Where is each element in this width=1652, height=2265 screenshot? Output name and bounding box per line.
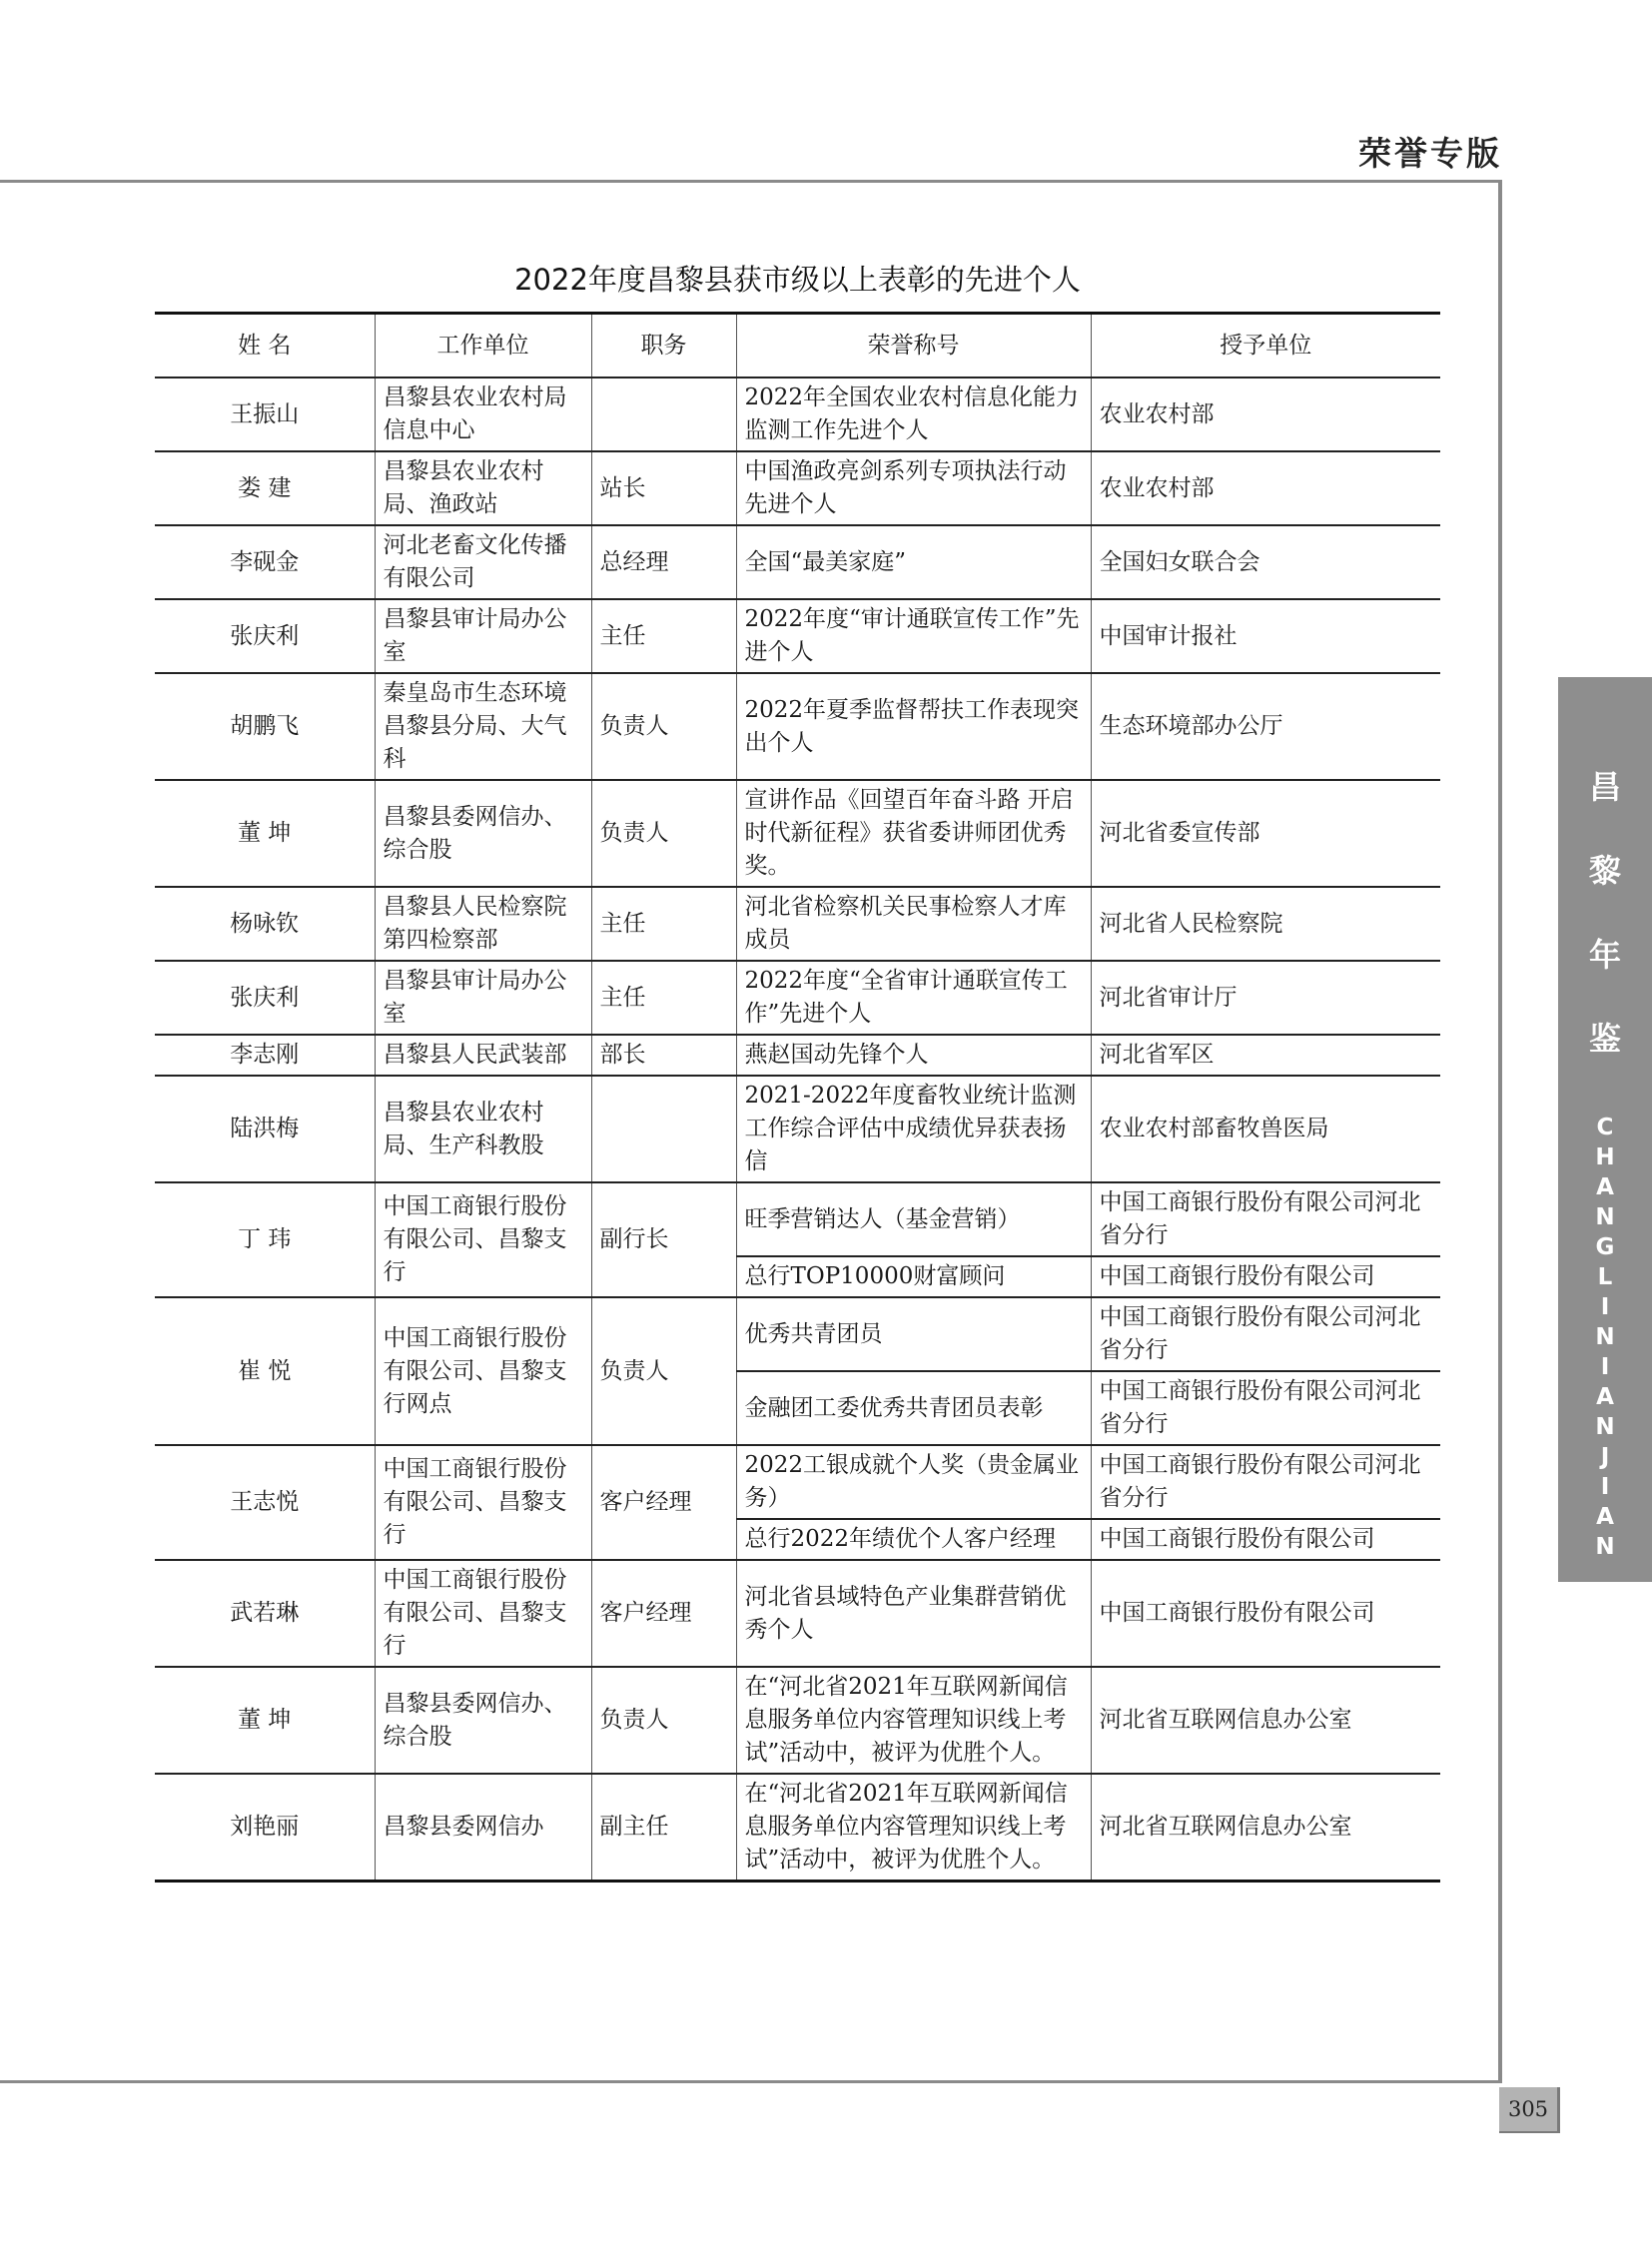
table-row — [155, 887, 1440, 961]
honor-title-cell: 2022年度“审计通联宣传工作”先进个人 — [736, 599, 1091, 673]
honor-title-cell: 金融团工委优秀共青团员表彰 — [736, 1371, 1091, 1445]
name-cell: 胡鹏飞 — [155, 673, 375, 780]
honor-title-cell: 全国“最美家庭” — [736, 525, 1091, 599]
yearbook-title-en — [1595, 1113, 1614, 1562]
table-body — [155, 378, 1440, 1882]
honor-title-cell: 2022工银成就个人奖（贵金属业务） — [736, 1445, 1091, 1519]
name-cell: 崔 悦 — [155, 1297, 375, 1445]
honors-table — [155, 312, 1440, 1883]
name-cell: 武若琳 — [155, 1560, 375, 1667]
position-cell: 负责人 — [591, 1297, 736, 1445]
table-row — [155, 599, 1440, 673]
unit-cell: 中国工商银行股份有限公司、昌黎支行网点 — [375, 1297, 591, 1445]
side-en-letter: N — [1595, 1534, 1615, 1560]
grantor-cell: 河北省委宣传部 — [1091, 780, 1440, 887]
yearbook-title-cn — [1589, 767, 1621, 1103]
unit-cell: 中国工商银行股份有限公司、昌黎支行 — [375, 1445, 591, 1560]
side-en-letter: I — [1600, 1354, 1610, 1380]
position-cell: 主任 — [591, 961, 736, 1035]
name-cell: 刘艳丽 — [155, 1774, 375, 1882]
grantor-cell: 生态环境部办公厅 — [1091, 673, 1440, 780]
honor-title-cell: 河北省检察机关民事检察人才库成员 — [736, 887, 1091, 961]
honor-title-cell: 总行2022年绩优个人客户经理 — [736, 1519, 1091, 1560]
grantor-cell: 农业农村部 — [1091, 378, 1440, 451]
name-cell: 张庆利 — [155, 599, 375, 673]
name-cell: 丁 玮 — [155, 1182, 375, 1297]
name-cell: 陆洪梅 — [155, 1076, 375, 1182]
grantor-cell: 中国工商银行股份有限公司 — [1091, 1519, 1440, 1560]
position-cell: 部长 — [591, 1035, 736, 1076]
table-row — [155, 1076, 1440, 1182]
table-row — [155, 1035, 1440, 1076]
column-header-position: 职务 — [591, 314, 736, 378]
name-cell: 娄 建 — [155, 451, 375, 525]
table-row — [155, 1560, 1440, 1667]
position-cell: 副行长 — [591, 1182, 736, 1297]
table-row — [155, 451, 1440, 525]
name-cell: 董 坤 — [155, 780, 375, 887]
unit-cell: 中国工商银行股份有限公司、昌黎支行 — [375, 1182, 591, 1297]
position-cell: 副主任 — [591, 1774, 736, 1882]
name-cell: 李志刚 — [155, 1035, 375, 1076]
side-en-letter: L — [1597, 1264, 1613, 1290]
unit-cell: 昌黎县审计局办公室 — [375, 599, 591, 673]
unit-cell: 昌黎县审计局办公室 — [375, 961, 591, 1035]
honor-title-cell: 旺季营销达人（基金营销） — [736, 1182, 1091, 1256]
unit-cell: 秦皇岛市生态环境昌黎县分局、大气科 — [375, 673, 591, 780]
unit-cell: 昌黎县委网信办、综合股 — [375, 780, 591, 887]
grantor-cell: 河北省人民检察院 — [1091, 887, 1440, 961]
name-cell: 王志悦 — [155, 1445, 375, 1560]
table-row — [155, 378, 1440, 451]
grantor-cell: 中国工商银行股份有限公司河北省分行 — [1091, 1182, 1440, 1256]
frame-top-rule — [0, 180, 1502, 183]
honor-title-cell: 总行TOP10000财富顾问 — [736, 1256, 1091, 1297]
grantor-cell: 中国工商银行股份有限公司 — [1091, 1560, 1440, 1667]
name-cell: 王振山 — [155, 378, 375, 451]
side-en-letter: A — [1596, 1174, 1614, 1200]
side-en-letter: A — [1596, 1504, 1614, 1530]
unit-cell: 昌黎县农业农村局、渔政站 — [375, 451, 591, 525]
frame-bottom-rule — [0, 2080, 1502, 2083]
side-en-letter: I — [1600, 1474, 1610, 1500]
honor-title-cell: 2021-2022年度畜牧业统计监测工作综合评估中成绩优异获表扬信 — [736, 1076, 1091, 1182]
table-title: 2022年度昌黎县获市级以上表彰的先进个人 — [514, 263, 1081, 297]
honor-title-cell: 燕赵国动先锋个人 — [736, 1035, 1091, 1076]
grantor-cell: 全国妇女联合会 — [1091, 525, 1440, 599]
name-cell: 杨咏钦 — [155, 887, 375, 961]
grantor-cell: 河北省军区 — [1091, 1035, 1440, 1076]
name-cell: 李砚金 — [155, 525, 375, 599]
position-cell: 客户经理 — [591, 1560, 736, 1667]
table-row — [155, 1445, 1440, 1519]
column-header-unit: 工作单位 — [375, 314, 591, 378]
side-en-letter: N — [1595, 1204, 1615, 1230]
unit-cell: 昌黎县农业农村局、生产科教股 — [375, 1076, 591, 1182]
honor-title-cell: 在“河北省2021年互联网新闻信息服务单位内容管理知识线上考试”活动中，被评为优胜个人。 — [736, 1667, 1091, 1774]
side-cn-char: 年 — [1588, 936, 1621, 974]
table-row — [155, 961, 1440, 1035]
column-header-name: 姓 名 — [155, 314, 375, 378]
unit-cell: 昌黎县农业农村局信息中心 — [375, 378, 591, 451]
position-cell: 负责人 — [591, 780, 736, 887]
position-cell: 负责人 — [591, 1667, 736, 1774]
side-en-letter: A — [1596, 1384, 1614, 1410]
yearbook-side-tab — [1558, 677, 1652, 1582]
column-header-honor: 荣誉称号 — [736, 314, 1091, 378]
position-cell: 负责人 — [591, 673, 736, 780]
side-en-letter: C — [1596, 1115, 1614, 1140]
section-label: 荣誉专版 — [1358, 134, 1502, 173]
side-en-letter: N — [1595, 1414, 1615, 1440]
grantor-cell: 河北省互联网信息办公室 — [1091, 1774, 1440, 1882]
page-number: 305 — [1499, 2087, 1560, 2133]
side-en-letter: H — [1595, 1144, 1615, 1170]
grantor-cell: 中国工商银行股份有限公司河北省分行 — [1091, 1371, 1440, 1445]
side-en-letter: J — [1600, 1444, 1610, 1470]
honor-title-cell: 2022年全国农业农村信息化能力监测工作先进个人 — [736, 378, 1091, 451]
table-row — [155, 1667, 1440, 1774]
honor-title-cell: 河北省县域特色产业集群营销优秀个人 — [736, 1560, 1091, 1667]
table-row — [155, 525, 1440, 599]
position-cell: 主任 — [591, 887, 736, 961]
table-row — [155, 780, 1440, 887]
unit-cell: 昌黎县委网信办 — [375, 1774, 591, 1882]
side-cn-char: 昌 — [1588, 768, 1621, 806]
table-row — [155, 673, 1440, 780]
unit-cell: 中国工商银行股份有限公司、昌黎支行 — [375, 1560, 591, 1667]
position-cell — [591, 1076, 736, 1182]
table-row — [155, 1297, 1440, 1371]
side-en-letter: N — [1595, 1324, 1615, 1350]
honor-title-cell: 宣讲作品《回望百年奋斗路 开启时代新征程》获省委讲师团优秀奖。 — [736, 780, 1091, 887]
side-cn-char: 鉴 — [1588, 1020, 1621, 1058]
honor-title-cell: 在“河北省2021年互联网新闻信息服务单位内容管理知识线上考试”活动中，被评为优胜个人。 — [736, 1774, 1091, 1882]
side-en-letter: G — [1595, 1234, 1615, 1260]
table-header-row — [155, 314, 1440, 378]
name-cell: 董 坤 — [155, 1667, 375, 1774]
grantor-cell: 中国工商银行股份有限公司河北省分行 — [1091, 1297, 1440, 1371]
name-cell: 张庆利 — [155, 961, 375, 1035]
grantor-cell: 河北省互联网信息办公室 — [1091, 1667, 1440, 1774]
position-cell: 站长 — [591, 451, 736, 525]
frame-right-rule — [1498, 180, 1502, 2082]
unit-cell: 昌黎县人民武装部 — [375, 1035, 591, 1076]
unit-cell: 河北老畜文化传播有限公司 — [375, 525, 591, 599]
position-cell: 主任 — [591, 599, 736, 673]
unit-cell: 昌黎县人民检察院第四检察部 — [375, 887, 591, 961]
table-row — [155, 1774, 1440, 1882]
unit-cell: 昌黎县委网信办、综合股 — [375, 1667, 591, 1774]
honor-title-cell: 优秀共青团员 — [736, 1297, 1091, 1371]
grantor-cell: 农业农村部 — [1091, 451, 1440, 525]
position-cell: 客户经理 — [591, 1445, 736, 1560]
grantor-cell: 农业农村部畜牧兽医局 — [1091, 1076, 1440, 1182]
honor-title-cell: 中国渔政亮剑系列专项执法行动先进个人 — [736, 451, 1091, 525]
grantor-cell: 中国审计报社 — [1091, 599, 1440, 673]
side-en-letter: I — [1600, 1294, 1610, 1320]
side-cn-char: 黎 — [1588, 852, 1621, 890]
honor-title-cell: 2022年度“全省审计通联宣传工作”先进个人 — [736, 961, 1091, 1035]
table-row — [155, 1182, 1440, 1256]
column-header-grantor: 授予单位 — [1091, 314, 1440, 378]
position-cell — [591, 378, 736, 451]
position-cell: 总经理 — [591, 525, 736, 599]
grantor-cell: 河北省审计厅 — [1091, 961, 1440, 1035]
grantor-cell: 中国工商银行股份有限公司河北省分行 — [1091, 1445, 1440, 1519]
honor-title-cell: 2022年夏季监督帮扶工作表现突出个人 — [736, 673, 1091, 780]
grantor-cell: 中国工商银行股份有限公司 — [1091, 1256, 1440, 1297]
